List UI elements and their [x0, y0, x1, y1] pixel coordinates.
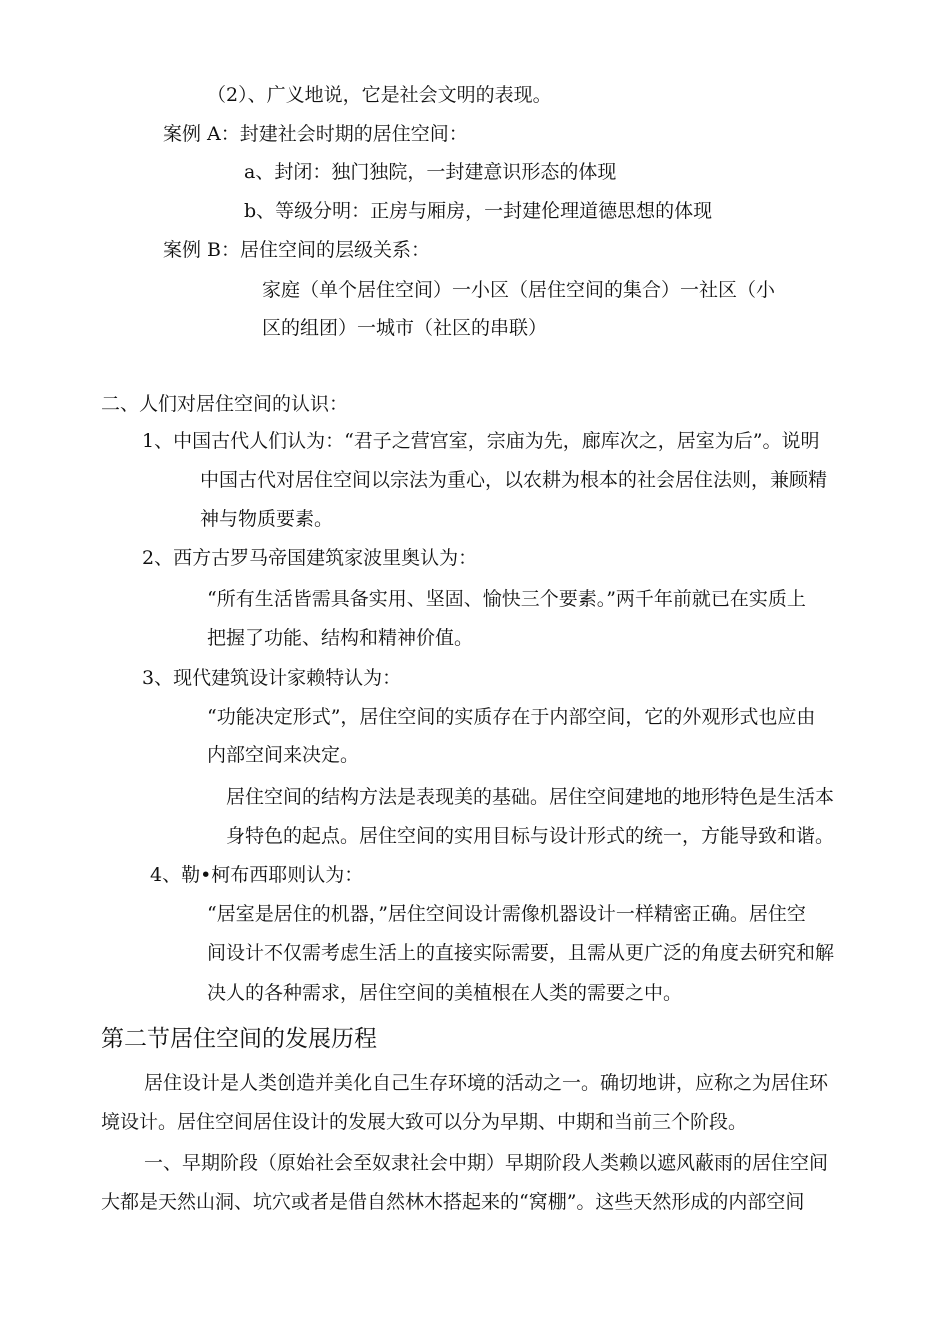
text-line: （2）、广义地说，它是社会文明的表现。: [207, 84, 552, 106]
text-line: 大都是天然山洞、坑穴或者是借自然林木搭起来的“窝棚”。这些天然形成的内部空间: [101, 1191, 805, 1213]
text-line: 间设计不仅需考虑生活上的直接实际需要，且需从更广泛的角度去研究和解: [207, 942, 835, 964]
text-line: 中国古代对居住空间以宗法为重心，以农耕为根本的社会居住法则，兼顾精: [200, 469, 828, 491]
text-line: 家庭（单个居住空间）一小区（居住空间的集合）一社区（小: [262, 279, 776, 301]
text-line: 1、中国古代人们认为：“君子之营宫室，宗庙为先，廊库次之，居室为后”。说明: [142, 430, 820, 452]
text-line: 身特色的起点。居住空间的实用目标与设计形式的统一，方能导致和谐。: [226, 825, 835, 847]
chapter-heading: 第二节居住空间的发展历程: [101, 1026, 377, 1052]
text-line: 案例 A：封建社会时期的居住空间：: [163, 123, 468, 145]
text-line: “功能决定形式”，居住空间的实质存在于内部空间，它的外观形式也应由: [207, 706, 816, 728]
text-line: “居室是居住的机器，”居住空间设计需像机器设计一样精密正确。居住空: [207, 903, 806, 925]
text-line: “所有生活皆需具备实用、坚固、愉快三个要素。”两千年前就已在实质上: [207, 588, 806, 610]
text-line: 境设计。居住空间居住设计的发展大致可以分为早期、中期和当前三个阶段。: [101, 1111, 748, 1133]
text-line: 神与物质要素。: [200, 508, 334, 530]
text-line: b、等级分明：正房与厢房，一封建伦理道德思想的体现: [244, 200, 713, 222]
text-line: 区的组团）一城市（社区的串联）: [262, 317, 548, 339]
section-heading: 二、人们对居住空间的认识：: [101, 393, 349, 415]
text-line: a、封闭：独门独院，一封建意识形态的体现: [244, 161, 617, 183]
text-line: 4、勒•柯布西耶则认为：: [150, 864, 364, 886]
text-line: 居住空间的结构方法是表现美的基础。居住空间建地的地形特色是生活本: [226, 786, 835, 808]
text-line: 内部空间来决定。: [207, 744, 360, 766]
text-line: 2、西方古罗马帝国建筑家波里奥认为：: [142, 547, 478, 569]
text-line: 把握了功能、结构和精神价值。: [207, 627, 474, 649]
text-line: 决人的各种需求，居住空间的美植根在人类的需要之中。: [207, 982, 683, 1004]
text-line: 案例 B：居住空间的层级关系：: [163, 239, 431, 261]
text-line: 居住设计是人类创造并美化自己生存环境的活动之一。确切地讲，应称之为居住环: [144, 1072, 829, 1094]
text-line: 一、早期阶段（原始社会至奴隶社会中期）早期阶段人类赖以遮风蔽雨的居住空间: [144, 1152, 829, 1174]
text-line: 3、现代建筑设计家赖特认为：: [142, 667, 402, 689]
